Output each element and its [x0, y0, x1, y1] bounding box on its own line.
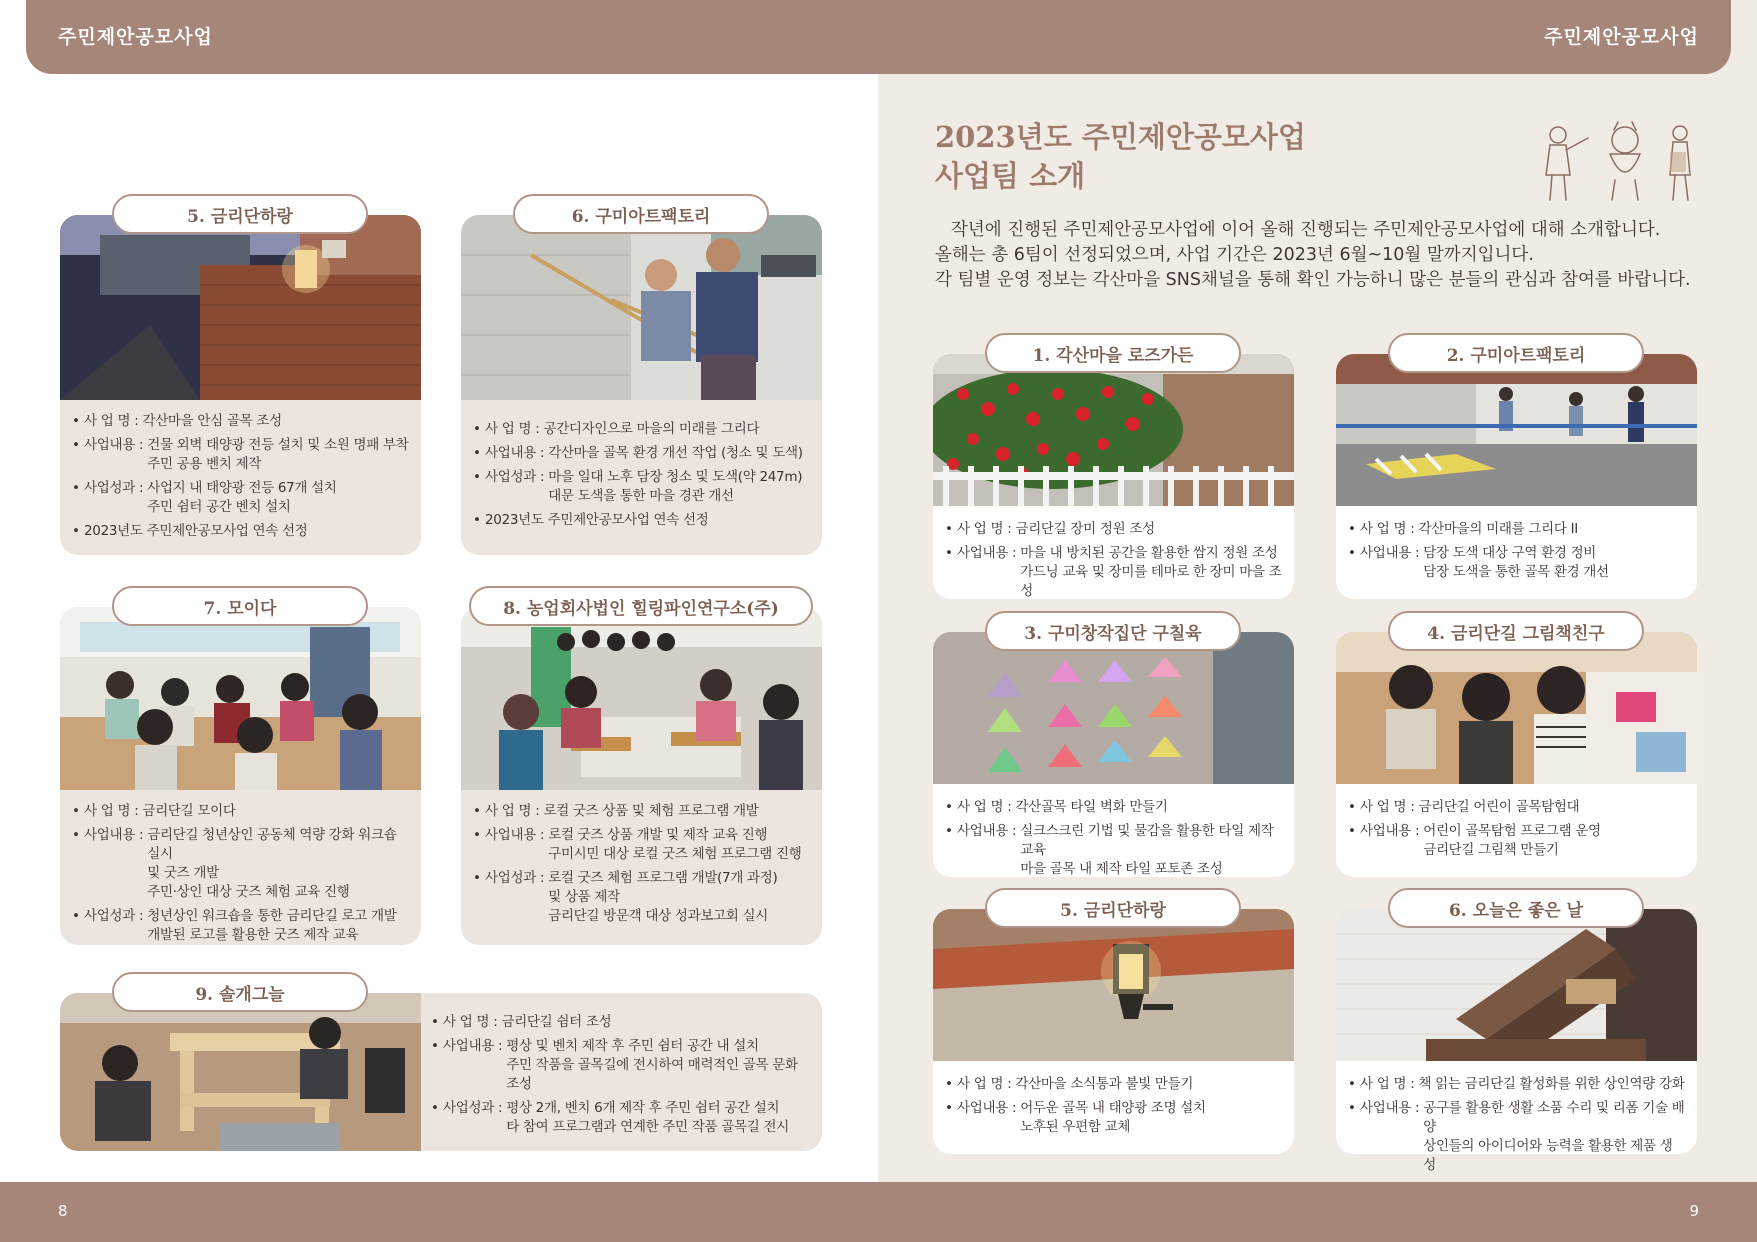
page-number-right: 9	[1689, 1202, 1699, 1220]
project-title-pill: 3. 구미창작집단 구칠육	[985, 611, 1241, 651]
project-name: 금리단길 어린이 골목탐험대	[1418, 799, 1580, 815]
header-title-left: 주민제안공모사업	[58, 26, 213, 48]
intro-paragraph: 작년에 진행된 주민제안공모사업에 이어 올해 진행되는 주민제안공모사업에 대해 소개합니다. 올해는 총 6팀이 선정되었으며, 사업 기간은 2023년 6월~10월 말까지입니다. 각 팀별 운영 정보는 각산마을 SNS채널을 통해 확인 가능하니 많은 분들의 관심과 참여를 바랍니다.	[935, 220, 1691, 290]
project-photo	[933, 354, 1294, 506]
project-info: • 사 업 명 : 공간디자인으로 마을의 미래를 그리다 • 사업내용 : 각산마을 골목 환경 개선 작업 (청소 및 도색) • 사업성과 : 마을 일대 노후 담장 청소 및 도색(약 247m) 대문 도색을 통한 마을 경관 개선 • 2023년도 주민제안공모사업 연속 선정	[461, 400, 822, 555]
project-card	[933, 345, 1294, 599]
project-title-pill: 8. 농업회사법인 힐링파인연구소(주)	[469, 586, 813, 626]
project-photo	[461, 607, 822, 790]
page-number-left: 8	[58, 1202, 68, 1220]
project-photo	[60, 215, 421, 400]
project-name: 로컬 굿즈 상품 및 체험 프로그램 개발	[543, 803, 759, 819]
project-info: • 사 업 명 : 각산마을 소식통과 불빛 만들기 • 사업내용 : 어두운 골목 내 태양광 조명 설치 노후된 우편함 교체	[933, 1061, 1294, 1154]
project-name: 각산마을 안심 골목 조성	[142, 413, 282, 429]
project-extra: 2023년도 주민제안공모사업 연속 선정	[84, 523, 308, 539]
project-title-pill: 7. 모이다	[112, 586, 368, 626]
project-photo	[1336, 632, 1697, 784]
project-title-pill: 1. 각산마을 로즈가든	[985, 333, 1241, 373]
project-name: 각산마을의 미래를 그리다 II	[1418, 521, 1578, 537]
project-photo	[461, 215, 822, 400]
project-info: • 사 업 명 : 금리단길 어린이 골목탐험대 • 사업내용 : 어린이 골목탐험 프로그램 운영 금리단길 그림책 만들기	[1336, 784, 1697, 877]
project-card	[60, 598, 421, 945]
project-title-pill: 9. 솔개그늘	[112, 972, 368, 1012]
project-name: 책 읽는 금리단길 활성화를 위한 상인역량 강화	[1418, 1076, 1685, 1092]
project-info: • 사 업 명 : 각산마을의 미래를 그리다 II • 사업내용 : 담장 도색 대상 구역 환경 정비 담장 도색을 통한 골목 환경 개선	[1336, 506, 1697, 599]
project-photo	[1336, 909, 1697, 1061]
project-card	[1336, 900, 1697, 1173]
project-title-pill: 6. 구미아트팩토리	[513, 194, 769, 234]
project-title-pill: 4. 금리단길 그림책친구	[1388, 611, 1644, 651]
project-photo	[60, 607, 421, 790]
people-illustration-icon	[1530, 120, 1705, 205]
project-info: • 사 업 명 : 금리단길 쉼터 조성 • 사업내용 : 평상 및 벤치 제작 후 주민 쉼터 공간 내 설치 주민 작품을 골목길에 전시하여 매력적인 골목 문화 조성 • 사업성과 : 평상 2개, 벤치 6개 제작 후 주민 쉼터 공간 설치 타 참여 프로그램과 연계한 주민 작품 골목길 전시	[421, 993, 822, 1151]
project-card	[933, 623, 1294, 877]
project-name: 각산마을 소식통과 불빛 만들기	[1015, 1076, 1194, 1092]
project-photo	[933, 909, 1294, 1061]
project-title-pill: 5. 금리단하랑	[985, 888, 1241, 928]
project-card	[60, 984, 822, 1151]
header-bar	[26, 0, 1731, 74]
header-title-right: 주민제안공모사업	[1544, 26, 1699, 48]
project-title-pill: 2. 구미아트팩토리	[1388, 333, 1644, 373]
page-title: 2023년도 주민제안공모사업 사업팀 소개	[935, 120, 1306, 193]
project-card	[461, 598, 822, 945]
project-extra: 2023년도 주민제안공모사업 연속 선정	[485, 512, 709, 528]
project-info: • 사 업 명 : 각산마을 안심 골목 조성 • 사업내용 : 건물 외벽 태양광 전등 설치 및 소원 명패 부착 주민 공용 벤치 제작 • 사업성과 : 사업지 내 태양광 전등 67개 설치 주민 쉼터 공간 벤치 설치 • 2023년도 주민제안공모사업 연속 선정	[60, 400, 421, 555]
project-name: 공간디자인으로 마을의 미래를 그리다	[543, 421, 760, 437]
project-card	[1336, 623, 1697, 877]
footer-bar	[0, 1182, 1757, 1242]
project-info: • 사 업 명 : 책 읽는 금리단길 활성화를 위한 상인역량 강화 • 사업내용 : 공구를 활용한 생활 소품 수리 및 리폼 기술 배양 상인들의 아이디어와 능력을 활용한 제품 생성	[1336, 1061, 1697, 1154]
project-info: • 사 업 명 : 금리단길 장미 정원 조성 • 사업내용 : 마을 내 방치된 공간을 활용한 쌈지 정원 조성 가드닝 교육 및 장미를 테마로 한 장미 마을 조성	[933, 506, 1294, 599]
project-info: • 사 업 명 : 로컬 굿즈 상품 및 체험 프로그램 개발 • 사업내용 : 로컬 굿즈 상품 개발 및 제작 교육 진행 구미시민 대상 로컬 굿즈 체험 프로그램 진행 • 사업성과 : 로컬 굿즈 체험 프로그램 개발(7개 과정) 및 상품 제작 금리단길 방문객 대상 성과보고회 실시	[461, 790, 822, 945]
project-card	[461, 206, 822, 555]
project-info: • 사 업 명 : 금리단길 모이다 • 사업내용 : 금리단길 청년상인 공동체 역량 강화 워크숍 실시 및 굿즈 개발 주민·상인 대상 굿즈 체험 교육 진행 • 사업성과 : 청년상인 워크숍을 통한 금리단길 로고 개발 개발된 로고를 활용한 굿즈 제작 교육	[60, 790, 421, 945]
project-name: 금리단길 모이다	[142, 803, 236, 819]
project-name: 금리단길 장미 정원 조성	[1015, 521, 1155, 537]
project-name: 각산골목 타일 벽화 만들기	[1015, 799, 1168, 815]
project-name: 금리단길 쉼터 조성	[501, 1014, 612, 1030]
project-card	[1336, 345, 1697, 599]
project-title-pill: 5. 금리단하랑	[112, 194, 368, 234]
project-photo	[60, 993, 421, 1151]
project-info: • 사 업 명 : 각산골목 타일 벽화 만들기 • 사업내용 : 실크스크린 기법 및 물감을 활용한 타일 제작 교육 마을 골목 내 제작 타일 포토존 조성	[933, 784, 1294, 877]
project-card	[933, 900, 1294, 1154]
project-card	[60, 206, 421, 555]
project-photo	[933, 632, 1294, 784]
project-title-pill: 6. 오늘은 좋은 날	[1388, 888, 1644, 928]
project-photo	[1336, 354, 1697, 506]
